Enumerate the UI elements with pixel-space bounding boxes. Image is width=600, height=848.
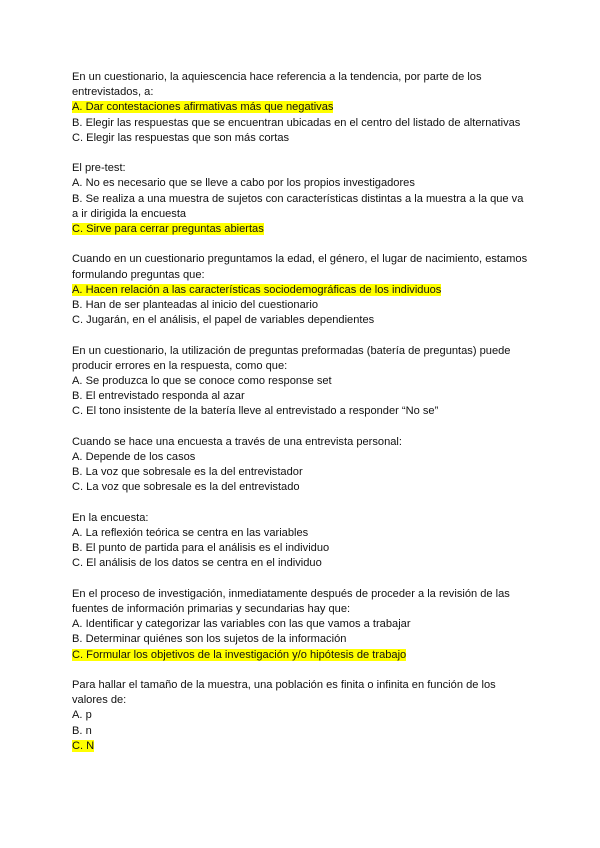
answer-option: A. p (72, 709, 92, 722)
answer-option: C. Jugarán, en el análisis, el papel de variables dependientes (72, 314, 375, 327)
question-stem: En el proceso de investigación, inmediatamente después de proceder a la revisión de las fuentes de información primarias y secundarias hay que: (72, 587, 510, 616)
answer-option: B. El punto de partida para el análisis es el individuo (72, 542, 330, 555)
question-block (72, 344, 532, 420)
answer-option: A. Dar contestaciones afirmativas más que negativas (72, 101, 334, 114)
answer-option: A. No es necesario que se lleve a cabo por los propios investigadores (72, 177, 415, 190)
answer-option: B. Elegir las respuestas que se encuentran ubicadas en el centro del listado de alternativas (72, 116, 521, 129)
answer-option: B. n (72, 724, 92, 737)
question-stem: Cuando se hace una encuesta a través de una entrevista personal: (72, 435, 402, 448)
question-stem: En un cuestionario, la aquiescencia hace referencia a la tendencia, por parte de los entrevistados, a: (72, 71, 482, 99)
answer-option: A. Hacen relación a las características sociodemográficas de los individuos (72, 283, 442, 296)
question-block (72, 252, 532, 328)
question-block (72, 70, 532, 146)
answer-option: B. Han de ser planteadas al inicio del cuestionario (72, 299, 319, 312)
question-stem: En la encuesta: (72, 511, 149, 524)
answer-option: B. Se realiza a una muestra de sujetos con características distintas a la muestra a la que va a ir dirigida la encuesta (72, 192, 524, 220)
answer-option: C. N (72, 739, 95, 752)
question-stem: El pre-test: (72, 162, 126, 175)
question-stem: Cuando en un cuestionario preguntamos la edad, el género, el lugar de nacimiento, estamos formulando preguntas que: (72, 253, 528, 281)
answer-option: C. Sirve para cerrar preguntas abiertas (72, 223, 264, 236)
question-block (72, 435, 532, 496)
question-block (72, 161, 532, 237)
answer-option: A. La reflexión teórica se centra en las variables (72, 527, 309, 540)
question-stem: En un cuestionario, la utilización de preguntas preformadas (batería de preguntas) puede producir errores en la respuesta, como que: (72, 344, 511, 372)
question-stem: Para hallar el tamaño de la muestra, una población es finita o infinita en función de los valores de: (72, 679, 496, 707)
question-block (72, 511, 532, 572)
question-block (72, 587, 532, 663)
answer-option: B. El entrevistado responda al azar (72, 390, 245, 403)
answer-option: C. Formular los objetivos de la investigación y/o hipótesis de trabajo (72, 648, 407, 661)
answer-option: C. La voz que sobresale es la del entrevistado (72, 481, 300, 494)
answer-option: A. Identificar y categorizar las variables con las que vamos a trabajar (72, 618, 411, 631)
answer-option: B. Determinar quiénes son los sujetos de la información (72, 633, 347, 646)
answer-option: C. Elegir las respuestas que son más cortas (72, 131, 290, 144)
answer-option: A. Depende de los casos (72, 451, 196, 464)
answer-option: C. El análisis de los datos se centra en el individuo (72, 557, 322, 570)
answer-option: B. La voz que sobresale es la del entrevistador (72, 466, 303, 479)
question-block (72, 678, 532, 754)
answer-option: A. Se produzca lo que se conoce como response set (72, 375, 332, 388)
answer-option: C. El tono insistente de la batería lleve al entrevistado a responder “No se” (72, 405, 439, 418)
document-page (72, 70, 532, 769)
